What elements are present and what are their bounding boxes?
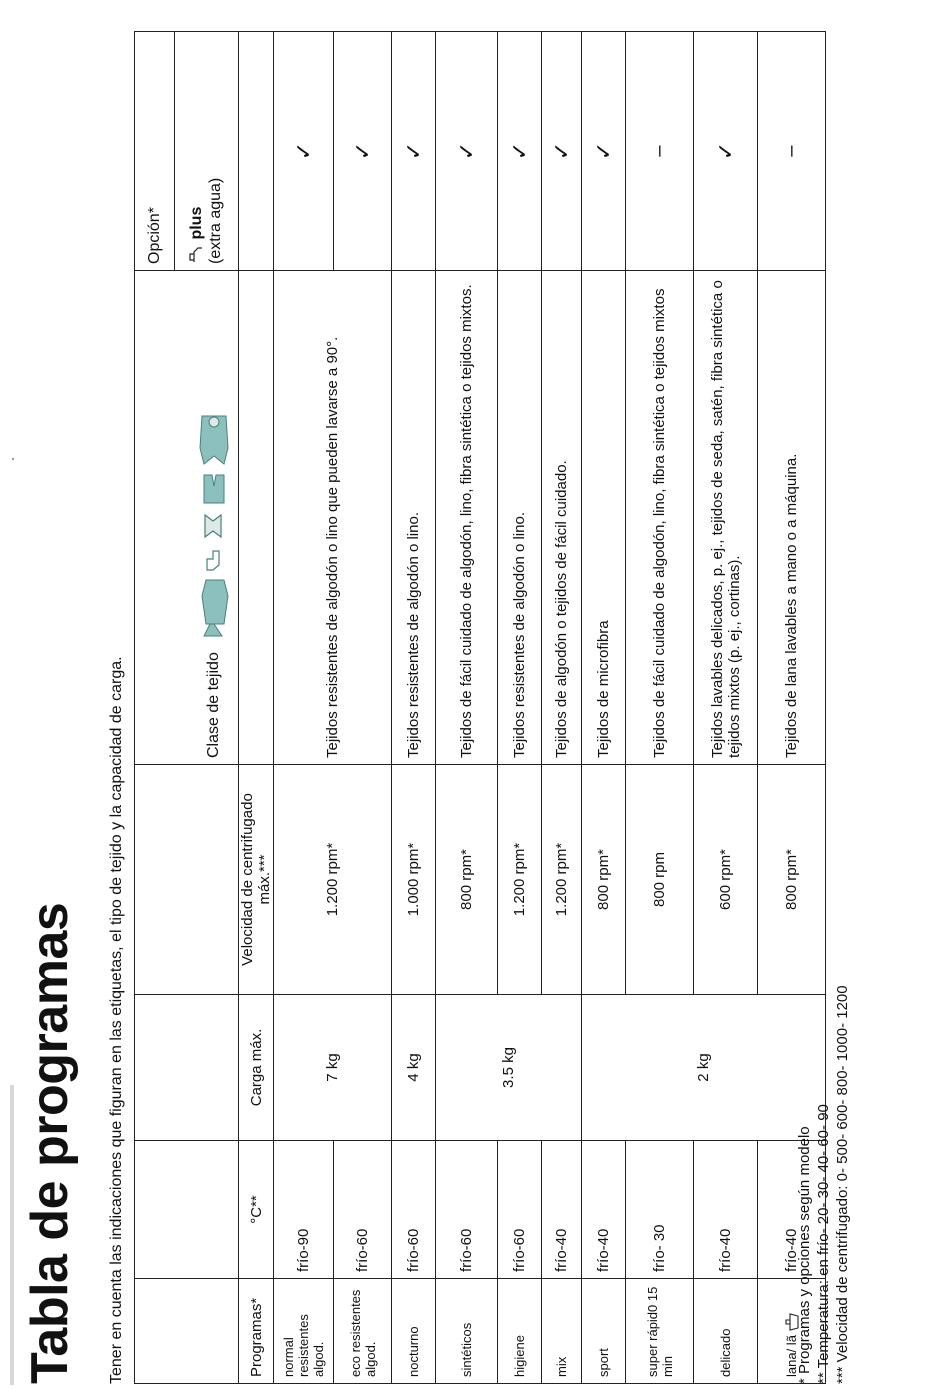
fabric-icons [196,412,232,640]
col-header-velocidad: Velocidad de centrifugado máx.*** [239,765,274,995]
shirt-icon [196,578,232,640]
plus-check: ✓ [498,32,542,271]
header-opcion: Opción* [135,32,175,271]
plus-check: ✓ [334,32,392,271]
footnotes [795,985,852,1384]
col-header-programas: Programas* [239,1279,274,1384]
header-plus [175,32,239,271]
max-load: 7 kg [274,995,392,1141]
col-header-empty [239,271,274,765]
table-row [498,32,542,1384]
temperature: frío-90 [274,1141,334,1279]
fabric-type: Tejidos resistentes de algodón o lino que pueden lavarse a 90°. [274,271,392,765]
col-header-carga: Carga máx. [239,995,274,1141]
program-name: super rápid0 15 min [626,1279,694,1384]
fabric-type: Tejidos de microfibra [582,271,626,765]
fabric-type: Tejidos lavables delicados, p. ej., tejidos de seda, satén, fibra sintética o tejidos mixtos (p. ej., cortinas). [694,271,758,765]
program-name: delicado [694,1279,758,1384]
spin-speed: 800 rpm* [582,765,626,995]
table-row [542,32,582,1384]
spin-speed: 800 rpm* [758,765,826,995]
table-header-row-1 [135,32,175,1384]
max-load: 2 kg [582,995,826,1141]
temperature: frío- 30 [626,1141,694,1279]
temperature: frío-40 [758,1141,826,1279]
program-name: mix [542,1279,582,1384]
program-name: sport [582,1279,626,1384]
side-rule-bottom [10,1085,14,1385]
table-row [582,32,626,1384]
spin-speed: 800 rpm [626,765,694,995]
spin-speed: 1.200 rpm* [542,765,582,995]
fabric-type: Tejidos de fácil cuidado de algodón, lino, fibra sintética o tejidos mixtos [626,271,694,765]
temperature: frío-40 [582,1141,626,1279]
header-clase-tejido [135,271,239,765]
socks-icon [199,545,229,573]
plus-check: ✓ [274,32,334,271]
plus-check: ✓ [542,32,582,271]
footnote-1: * Programas y opciones según modelo [796,1126,813,1384]
page-title: Tabla de programas [21,902,79,1384]
plus-check: ✓ [392,32,436,271]
plus-check: ✓ [582,32,626,271]
table-row [694,32,758,1384]
program-name: eco resistentes algod. [334,1279,392,1384]
max-load: 3.5 kg [436,995,582,1141]
fabric-type: Tejidos de fácil cuidado de algodón, lino, fibra sintética o tejidos mixtos. [436,271,498,765]
spin-speed: 600 rpm* [694,765,758,995]
col-header-empty-2 [239,32,274,271]
header-programas [135,1279,239,1384]
spin-speed: 800 rpm* [436,765,498,995]
max-load: 4 kg [392,995,436,1141]
header-carga-top [135,995,239,1141]
header-velocidad-top [135,765,239,995]
plus-label: plus [188,206,206,240]
rotated-page [20,24,950,1384]
header-clase-label: Clase de tejido [205,652,223,758]
plus-sublabel: (extra agua) [206,177,224,264]
table-row [392,32,436,1384]
fabric-type: Tejidos resistentes de algodón o lino. [392,271,436,765]
table-header-row-3 [239,32,274,1384]
col-header-temp: °C** [239,1141,274,1279]
fabric-type: Tejidos resistentes de algodón o lino. [498,271,542,765]
pants-icon [198,472,230,506]
program-name: nocturno [392,1279,436,1384]
footnote-3: *** Velocidad de centrifugado: 0- 500- 600- 800- 1000- 1200 [834,985,851,1384]
temperature: frío-60 [334,1141,392,1279]
tap-water-icon [188,244,206,264]
plus-dash: – [758,32,826,271]
program-name: sintéticos [436,1279,498,1384]
spin-speed: 1.000 rpm* [392,765,436,995]
table-row [626,32,694,1384]
jacket-icon [196,412,232,468]
underwear-icon [199,511,229,541]
temperature: frío-40 [542,1141,582,1279]
table-row [274,32,334,1384]
footnote-2: ** Temperatura: en frío- 20- 30- 40- 60- 90 [815,1104,832,1384]
table-row [436,32,498,1384]
programs-table [134,31,826,1384]
side-rule-top [12,458,14,460]
program-name: higiene [498,1279,542,1384]
temperature: frío-60 [498,1141,542,1279]
fabric-type: Tejidos de algodón o tejidos de fácil cuidado. [542,271,582,765]
program-name: lana/ lã [783,1335,799,1377]
plus-dash: – [626,32,694,271]
spin-speed: 1.200 rpm* [498,765,542,995]
intro-text: Tener en cuenta las indicaciones que figuran en las etiquetas, el tipo de tejido y la capacidad de carga. [108,656,125,1384]
program-name: normal resistentes algod. [274,1279,334,1384]
temperature: frío-60 [436,1141,498,1279]
spin-speed: 1.200 rpm* [274,765,392,995]
temperature: frío-40 [694,1141,758,1279]
fabric-type: Tejidos de lana lavables a mano o a máquina. [758,271,826,765]
plus-check: ✓ [694,32,758,271]
temperature: frío-60 [392,1141,436,1279]
plus-check: ✓ [436,32,498,271]
header-temp-top [135,1141,239,1279]
